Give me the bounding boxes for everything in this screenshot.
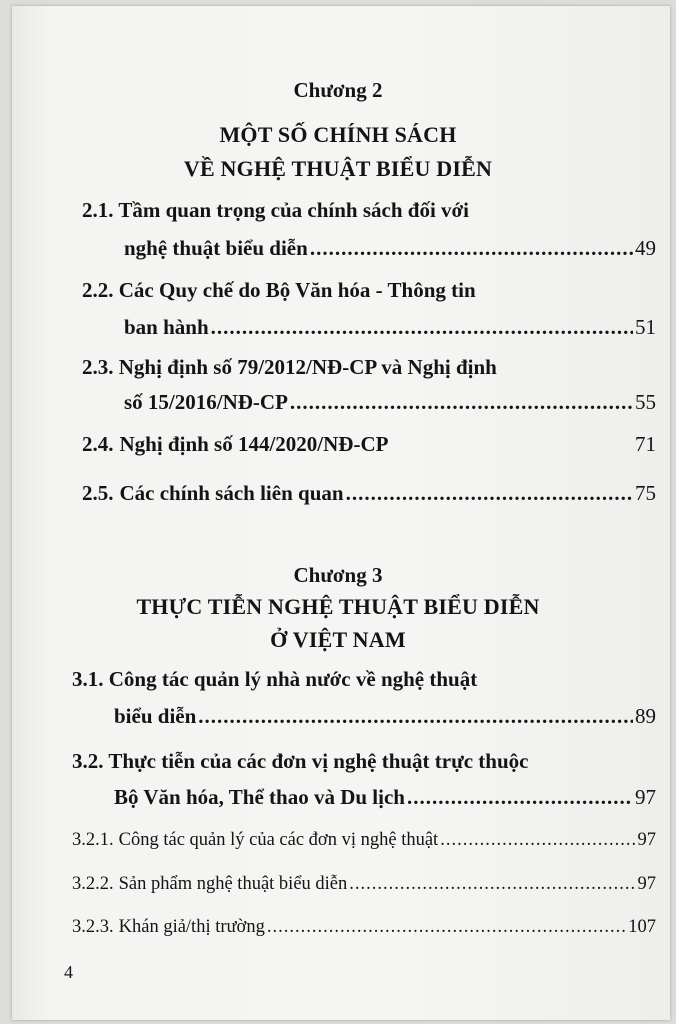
- toc-leader-dots: [440, 830, 635, 851]
- toc-entry-title-cont: Bộ Văn hóa, Thể thao và Du lịch: [114, 785, 405, 809]
- toc-entry-title: Nghị định số 144/2020/NĐ-CP: [119, 432, 389, 456]
- toc-entry-3-2-1[interactable]: [72, 830, 656, 851]
- toc-entry-title: Sản phẩm nghệ thuật biểu diễn: [118, 874, 348, 894]
- toc-entry-number: 2.3.: [82, 355, 114, 379]
- toc-entry-title: Các Quy chế do Bộ Văn hóa - Thông tin: [118, 278, 476, 302]
- toc-page-number: 97: [637, 830, 656, 850]
- toc-leader-dots: [310, 236, 633, 261]
- toc-entry-title: Các chính sách liên quan: [119, 481, 344, 505]
- chapter-3-title-line-2: Ở VIỆT NAM: [270, 627, 406, 652]
- toc-page-number: 51: [635, 315, 656, 339]
- toc-leader-dots: [267, 917, 626, 938]
- toc-leader-dots: [407, 785, 633, 810]
- toc-page-number: 97: [635, 785, 656, 809]
- toc-leader-dots: [211, 315, 633, 340]
- toc-entry-3-2[interactable]: [72, 749, 528, 774]
- toc-entry-3-1[interactable]: [72, 667, 477, 692]
- toc-entry-title: Khán giả/thị trường: [118, 917, 265, 937]
- toc-entry-title-cont: ban hành: [124, 315, 209, 339]
- toc-entry-3-2-3[interactable]: [72, 917, 656, 938]
- toc-entry-2-5[interactable]: [82, 481, 656, 506]
- toc-entry-number: 3.2.3.: [72, 917, 114, 937]
- toc-entry-number: 2.1.: [82, 198, 114, 222]
- toc-entry-number: 2.2.: [82, 278, 114, 302]
- toc-entry-title: Thực tiễn của các đơn vị nghệ thuật trực thuộc: [108, 749, 529, 773]
- toc-entry-title: Tầm quan trọng của chính sách đối với: [118, 198, 469, 222]
- chapter-3-title-line-1: THỰC TIỄN NGHỆ THUẬT BIỂU DIỄN: [136, 594, 540, 619]
- toc-entry-title-cont: biểu diễn: [114, 704, 197, 728]
- chapter-2-label: Chương 2: [293, 78, 383, 102]
- toc-leader-dots: [346, 481, 633, 506]
- toc-entry-title-cont: số 15/2016/NĐ-CP: [124, 390, 288, 414]
- toc-entry-number: 3.2.1.: [72, 830, 114, 850]
- toc-page-number: 107: [628, 917, 656, 937]
- toc-leader-dots: [290, 390, 633, 415]
- toc-entry-2-3[interactable]: [82, 355, 497, 380]
- toc-entry-number: 2.4.: [82, 432, 114, 456]
- toc-entry-number: 3.2.: [72, 749, 104, 773]
- toc-page-number: 71: [635, 432, 656, 456]
- toc-page-number: 55: [635, 390, 656, 414]
- toc-entry-2-3-cont[interactable]: [124, 390, 656, 415]
- toc-entry-number: 3.2.2.: [72, 874, 114, 894]
- toc-page-number: 49: [635, 236, 656, 260]
- chapter-3-label: Chương 3: [293, 563, 383, 587]
- toc-entry-title: Công tác quản lý nhà nước về nghệ thuật: [108, 667, 478, 691]
- toc-entry-title: Công tác quản lý của các đơn vị nghệ thuật: [118, 830, 439, 850]
- toc-entry-2-2[interactable]: [82, 278, 476, 303]
- toc-entry-2-4[interactable]: [82, 432, 656, 457]
- chapter-2-title-line-1: MỘT SỐ CHÍNH SÁCH: [219, 122, 457, 147]
- chapter-2-title-line-2: VỀ NGHỆ THUẬT BIỂU DIỄN: [183, 156, 493, 181]
- toc-leader-dots: [349, 874, 635, 895]
- toc-entry-title-cont: nghệ thuật biểu diễn: [124, 236, 308, 260]
- toc-page-number: 89: [635, 704, 656, 728]
- toc-entry-2-1-cont[interactable]: [124, 236, 656, 261]
- toc-entry-number: 2.5.: [82, 481, 114, 505]
- toc-entry-2-1[interactable]: [82, 198, 469, 223]
- toc-entry-title: Nghị định số 79/2012/NĐ-CP và Nghị định: [118, 355, 497, 379]
- toc-page-number: 97: [637, 874, 656, 894]
- page-number: 4: [64, 962, 73, 982]
- toc-leader-dots: [198, 704, 633, 729]
- toc-entry-3-1-cont[interactable]: [114, 704, 656, 729]
- toc-entry-3-2-cont[interactable]: [114, 785, 656, 810]
- toc-entry-number: 3.1.: [72, 667, 104, 691]
- toc-entry-3-2-2[interactable]: [72, 874, 656, 895]
- toc-entry-2-2-cont[interactable]: [124, 315, 656, 340]
- toc-page-number: 75: [635, 481, 656, 505]
